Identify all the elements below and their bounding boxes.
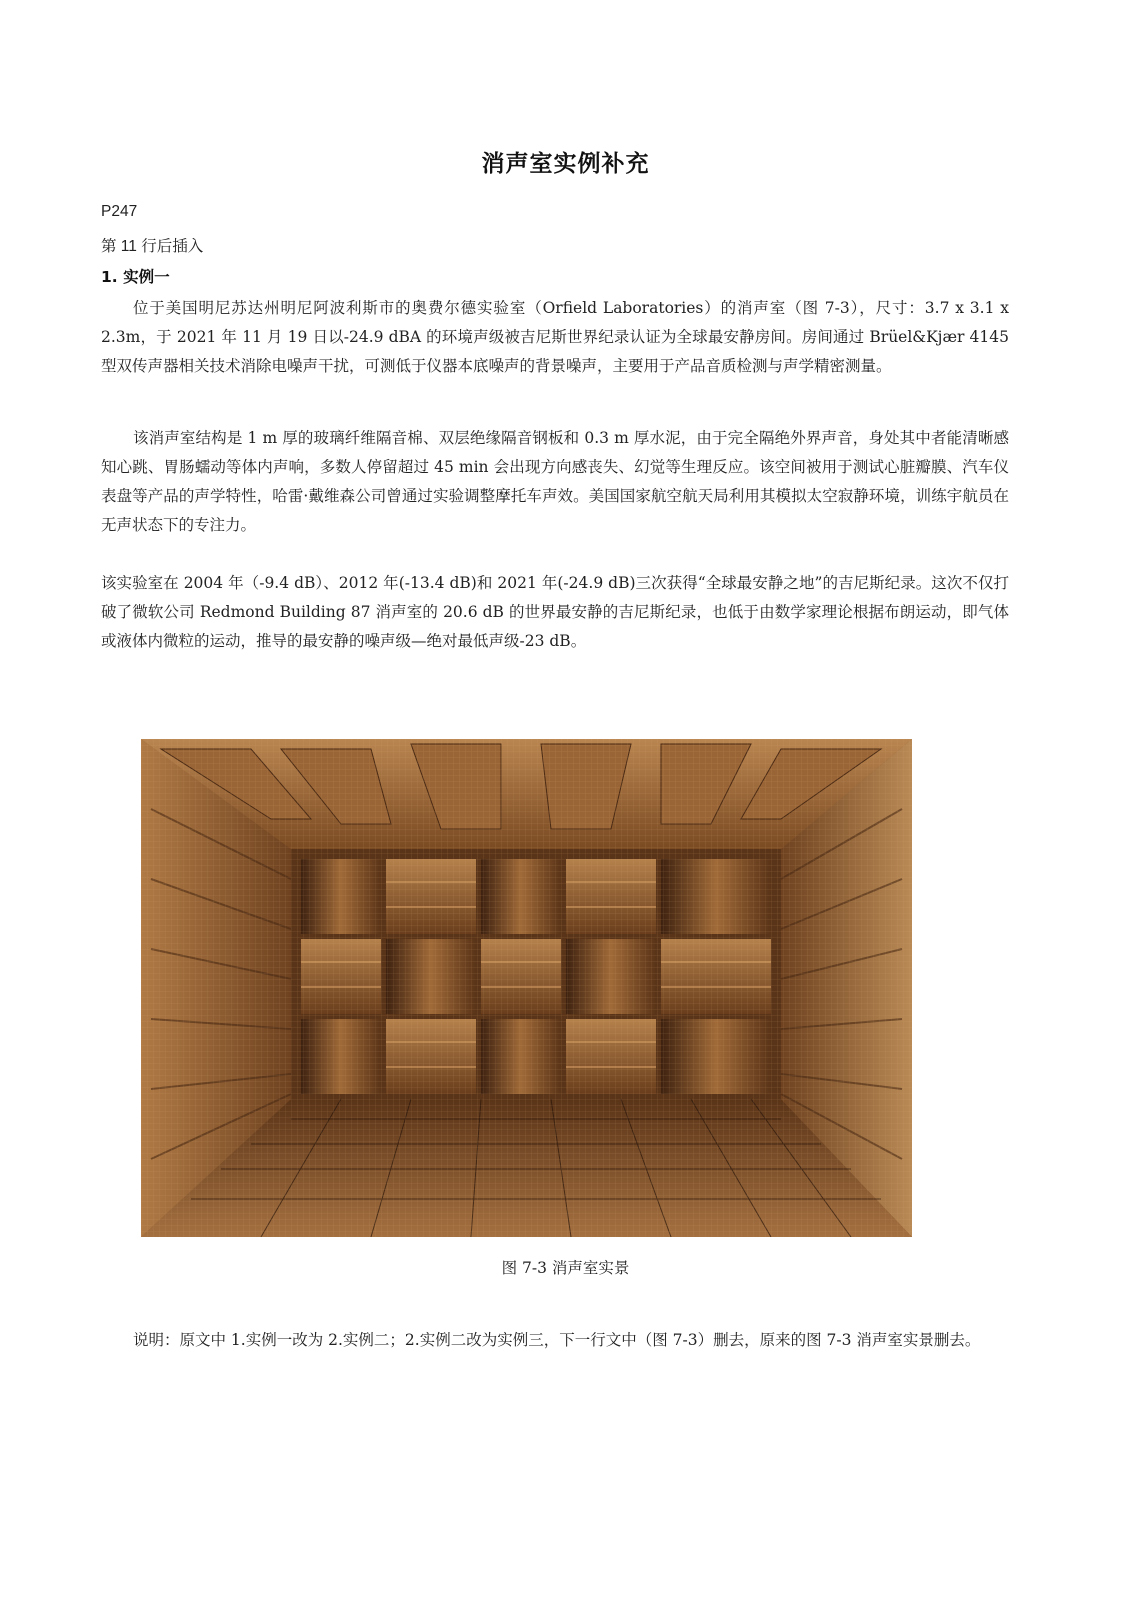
paragraph-2: 该消声室结构是 1 m 厚的玻璃纤维隔音棉、双层绝缘隔音钢板和 0.3 m 厚水泥，由于完全隔绝外界声音，身处其中者能清晰感知心跳、胃肠蠕动等体内声响，多数人停留超过 45 min 会出现方向感丧失、幻觉等生理反应。该空间被用于测试心脏瓣膜、汽车仪表盘等产品的声学特性，哈雷·戴维森公司曾通过实验调整摩托车声效。美国国家航空航天局利用其模拟太空寂静环境，训练宇航员在无声状态下的专注力。 <box>101 429 1009 534</box>
figure-caption: 图 7-3 消声室实景 <box>501 1259 630 1277</box>
anechoic-chamber-photo <box>141 739 912 1237</box>
page-title: 消声室实例补充 <box>481 151 650 177</box>
editorial-note: 说明：原文中 1.实例一改为 2.实例二；2.实例二改为实例三，下一行文中（图 7-3）删去，原来的图 7-3 消声室实景删去。 <box>133 1331 981 1349</box>
section-heading: 1. 实例一 <box>101 268 170 286</box>
insert-instruction: 第 11 行后插入 <box>101 238 204 255</box>
paragraph-3: 该实验室在 2004 年（-9.4 dB）、2012 年(-13.4 dB)和 2021 年(-24.9 dB)三次获得“全球最安静之地”的吉尼斯纪录。这次不仅打破了微软公司 Redmond Building 87 消声室的 20.6 dB 的世界最安静的吉尼斯纪录，也低于由数学家理论根据布朗运动，即气体或液体内微粒的运动，推导的最安静的噪声级—绝对最低声级-23 dB。 <box>101 574 1009 650</box>
page-reference: P247 <box>101 203 138 220</box>
paragraph-1: 位于美国明尼苏达州明尼阿波利斯市的奥费尔德实验室（Orfield Laboratories）的消声室（图 7-3），尺寸：3.7 x 3.1 x 2.3m，于 2021 年 11 月 19 日以-24.9 dBA 的环境声级被吉尼斯世界纪录认证为全球最安静房间。房间通过 Brüel&Kjær 4145 型双传声器相关技术消除电噪声干扰，可测低于仪器本底噪声的背景噪声，主要用于产品音质检测与声学精密测量。 <box>101 299 1009 375</box>
